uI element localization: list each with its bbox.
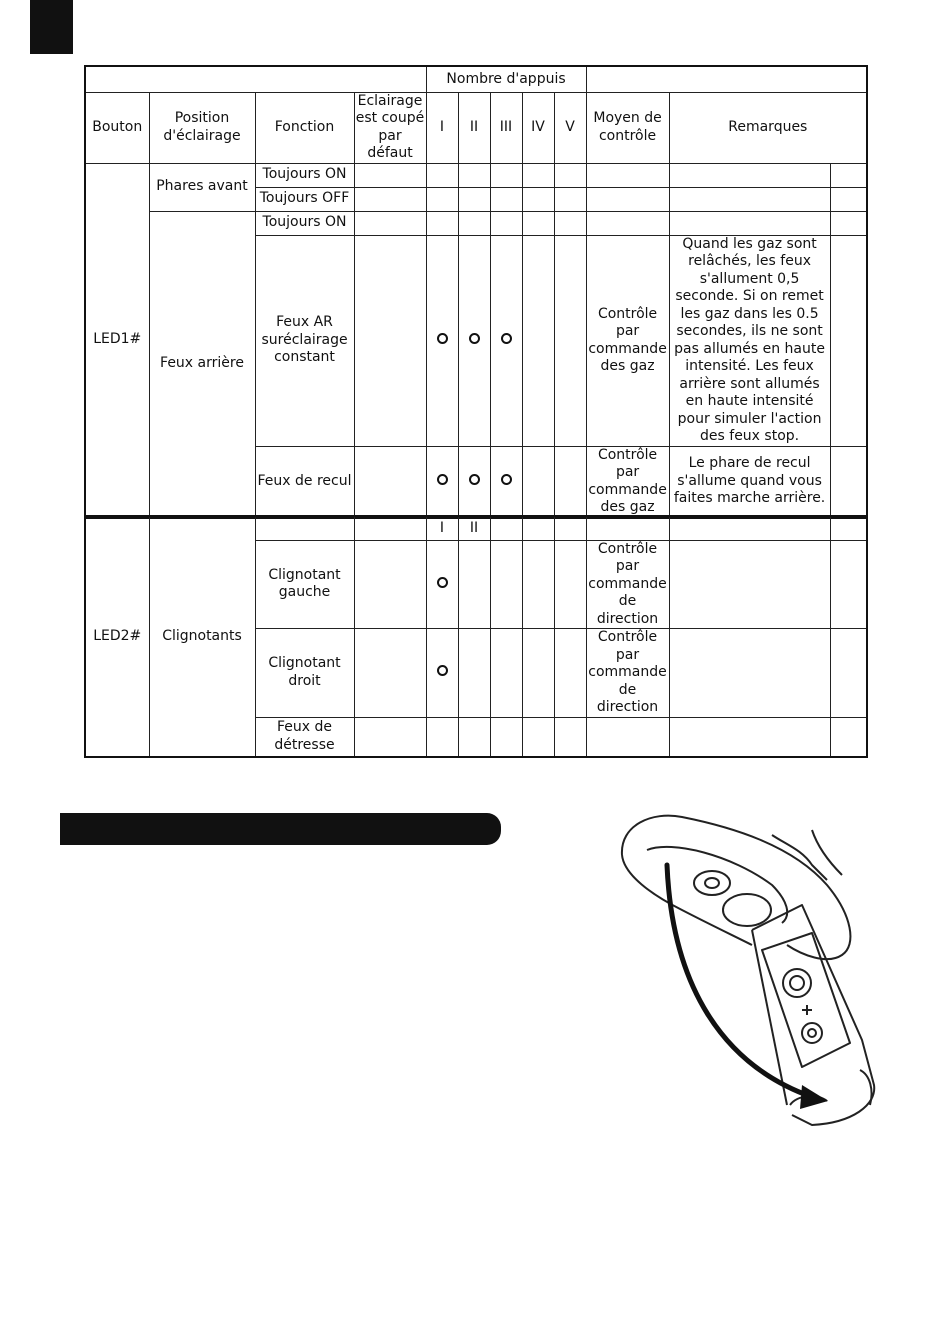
press-marker-circle <box>437 333 448 344</box>
fonction-cell: Clignotant droit <box>255 629 354 718</box>
fonction-cell: Toujours ON <box>255 211 354 235</box>
press-marker-circle <box>437 665 448 676</box>
header-press-i: I <box>426 516 458 540</box>
position-cell: Feux arrière <box>149 211 255 518</box>
header-press-iv: IV <box>522 92 554 163</box>
header-press-ii: II <box>458 516 490 540</box>
moyen-cell: Contrôle par commande des gaz <box>586 446 669 518</box>
header-moyen: Moyen de contrôle <box>586 92 669 163</box>
header-press-i: I <box>426 92 458 163</box>
led1-table <box>84 65 868 519</box>
moyen-cell: Contrôle par commande des gaz <box>586 235 669 446</box>
moyen-cell: Contrôle par commande de direction <box>586 540 669 629</box>
remarques-cell: Quand les gaz sont relâchés, les feux s'allument 0,5 seconde. Si on remet les gaz dans les 0.5 secondes, ils ne sont pas allumés en haute intensité. Les feux arrière sont allumés en haute intensité pour simuler l'action des feux stop. <box>669 235 830 446</box>
led2-table <box>84 515 868 758</box>
blank-header-cell <box>586 66 867 92</box>
fonction-cell: Feux AR suréclairage constant <box>255 235 354 446</box>
press-marker-circle <box>501 333 512 344</box>
fonction-cell: Feux de détresse <box>255 717 354 757</box>
section-title-bar <box>60 813 501 845</box>
header-eclairage: Eclairage est coupé par défaut <box>355 92 425 161</box>
position-cell: Clignotants <box>149 516 255 757</box>
header-position: Position d'éclairage <box>149 92 255 163</box>
battery-compartment-illustration <box>612 805 892 1135</box>
remarques-cell: Le phare de recul s'allume quand vous faites marche arrière. <box>669 446 830 518</box>
press-marker-circle <box>437 474 448 485</box>
header-press-ii: II <box>458 92 490 163</box>
arrow-head <box>800 1085 828 1109</box>
press-marker-circle <box>437 577 448 588</box>
header-press-iii: III <box>490 92 522 163</box>
group-header-presses: Nombre d'appuis <box>426 66 586 92</box>
page-corner-tab <box>30 0 73 54</box>
blank-header-cell <box>85 66 426 92</box>
moyen-cell: Contrôle par commande de direction <box>586 629 669 718</box>
fonction-cell: Feux de recul <box>255 446 354 518</box>
press-marker-circle <box>469 333 480 344</box>
header-bouton: Bouton <box>85 92 149 163</box>
press-marker-circle <box>501 474 512 485</box>
button-cell: LED2# <box>85 516 149 757</box>
button-cell: LED1# <box>85 163 149 518</box>
header-press-v: V <box>554 92 586 163</box>
header-remarques: Remarques <box>669 92 867 163</box>
press-marker-circle <box>469 474 480 485</box>
fonction-cell: Toujours ON <box>255 163 354 187</box>
position-cell: Phares avant <box>149 163 255 211</box>
fonction-cell: Toujours OFF <box>255 187 354 211</box>
header-fonction: Fonction <box>255 92 354 163</box>
fonction-cell: Clignotant gauche <box>255 540 354 629</box>
